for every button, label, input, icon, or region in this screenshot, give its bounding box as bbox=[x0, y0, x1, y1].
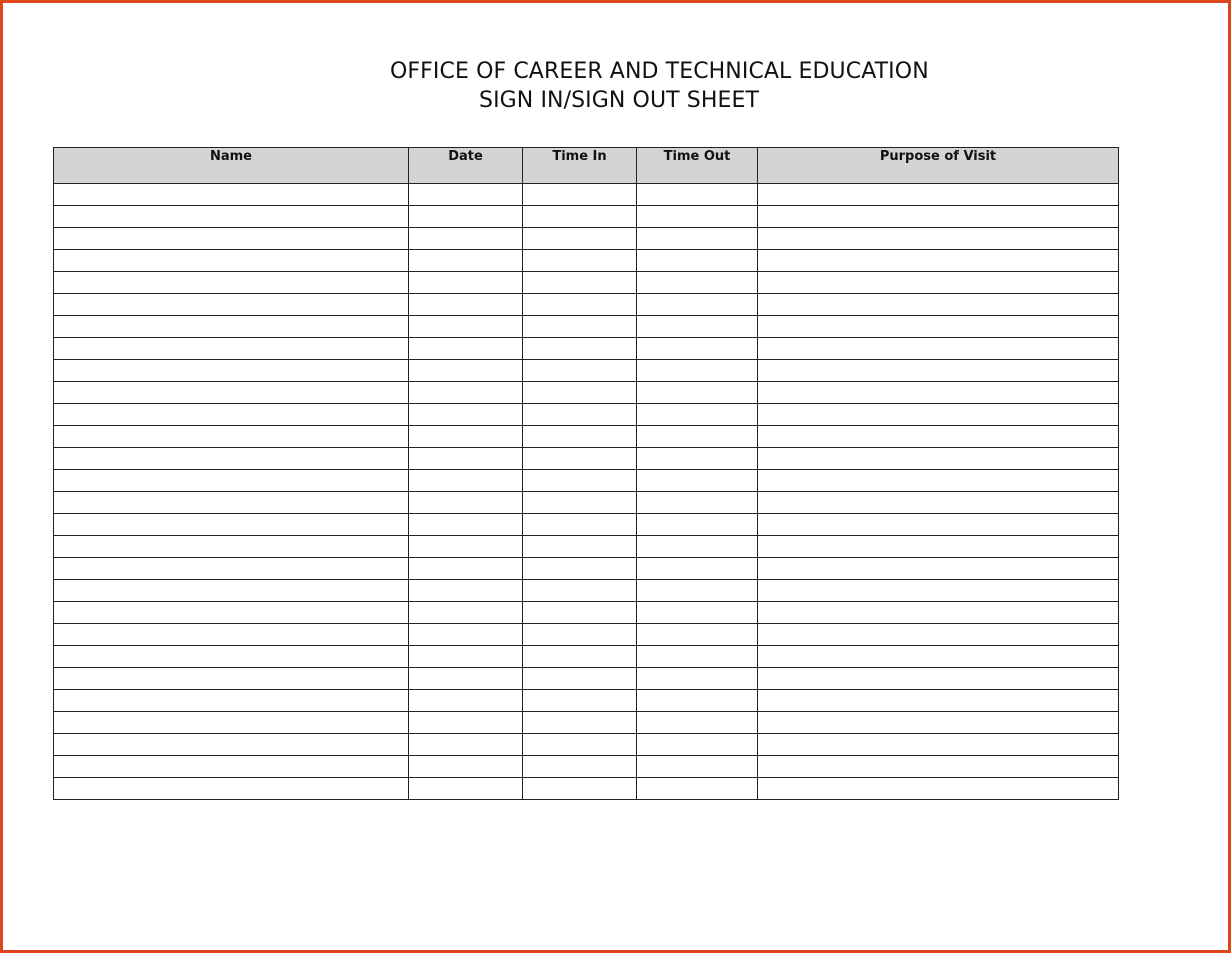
cell-purpose bbox=[758, 228, 1119, 250]
cell-name bbox=[54, 382, 409, 404]
cell-name bbox=[54, 756, 409, 778]
cell-time-in bbox=[523, 668, 637, 690]
cell-purpose bbox=[758, 734, 1119, 756]
cell-date bbox=[409, 624, 523, 646]
cell-time-in bbox=[523, 338, 637, 360]
title-sheet: SIGN IN/SIGN OUT SHEET bbox=[479, 88, 760, 113]
cell-purpose bbox=[758, 294, 1119, 316]
cell-date bbox=[409, 448, 523, 470]
cell-time-in bbox=[523, 580, 637, 602]
header-time-out: Time Out bbox=[637, 148, 758, 184]
cell-time-out bbox=[637, 360, 758, 382]
cell-name bbox=[54, 272, 409, 294]
cell-name bbox=[54, 448, 409, 470]
cell-date bbox=[409, 206, 523, 228]
cell-name bbox=[54, 602, 409, 624]
table-row bbox=[54, 668, 1119, 690]
cell-time-in bbox=[523, 206, 637, 228]
cell-name bbox=[54, 426, 409, 448]
cell-time-in bbox=[523, 250, 637, 272]
cell-purpose bbox=[758, 448, 1119, 470]
cell-date bbox=[409, 426, 523, 448]
cell-purpose bbox=[758, 360, 1119, 382]
cell-time-in bbox=[523, 734, 637, 756]
cell-time-out bbox=[637, 206, 758, 228]
cell-time-in bbox=[523, 756, 637, 778]
cell-date bbox=[409, 184, 523, 206]
cell-time-out bbox=[637, 536, 758, 558]
cell-time-out bbox=[637, 382, 758, 404]
cell-time-out bbox=[637, 558, 758, 580]
table-row bbox=[54, 756, 1119, 778]
cell-name bbox=[54, 250, 409, 272]
cell-name bbox=[54, 690, 409, 712]
cell-date bbox=[409, 338, 523, 360]
cell-time-in bbox=[523, 360, 637, 382]
cell-date bbox=[409, 294, 523, 316]
cell-time-in bbox=[523, 514, 637, 536]
cell-time-out bbox=[637, 492, 758, 514]
table-row bbox=[54, 778, 1119, 800]
cell-time-out bbox=[637, 404, 758, 426]
table-row bbox=[54, 382, 1119, 404]
cell-purpose bbox=[758, 272, 1119, 294]
cell-date bbox=[409, 734, 523, 756]
cell-time-out bbox=[637, 426, 758, 448]
cell-date bbox=[409, 470, 523, 492]
table-row bbox=[54, 360, 1119, 382]
table-row bbox=[54, 184, 1119, 206]
table-row bbox=[54, 624, 1119, 646]
sign-in-table bbox=[53, 147, 1119, 800]
cell-date bbox=[409, 316, 523, 338]
cell-purpose bbox=[758, 470, 1119, 492]
cell-purpose bbox=[758, 690, 1119, 712]
cell-time-out bbox=[637, 470, 758, 492]
table-row bbox=[54, 426, 1119, 448]
cell-name bbox=[54, 734, 409, 756]
cell-time-out bbox=[637, 272, 758, 294]
cell-purpose bbox=[758, 778, 1119, 800]
cell-time-in bbox=[523, 624, 637, 646]
cell-date bbox=[409, 646, 523, 668]
cell-time-in bbox=[523, 558, 637, 580]
cell-name bbox=[54, 558, 409, 580]
cell-time-out bbox=[637, 690, 758, 712]
cell-date bbox=[409, 514, 523, 536]
cell-time-out bbox=[637, 602, 758, 624]
cell-time-out bbox=[637, 250, 758, 272]
cell-time-in bbox=[523, 646, 637, 668]
table-row bbox=[54, 558, 1119, 580]
cell-time-out bbox=[637, 316, 758, 338]
cell-date bbox=[409, 360, 523, 382]
cell-name bbox=[54, 338, 409, 360]
cell-purpose bbox=[758, 756, 1119, 778]
cell-purpose bbox=[758, 668, 1119, 690]
cell-purpose bbox=[758, 536, 1119, 558]
cell-purpose bbox=[758, 624, 1119, 646]
cell-date bbox=[409, 580, 523, 602]
cell-time-out bbox=[637, 646, 758, 668]
cell-purpose bbox=[758, 558, 1119, 580]
header-date: Date bbox=[409, 148, 523, 184]
cell-name bbox=[54, 514, 409, 536]
cell-name bbox=[54, 624, 409, 646]
cell-time-in bbox=[523, 272, 637, 294]
cell-name bbox=[54, 228, 409, 250]
cell-name bbox=[54, 404, 409, 426]
cell-date bbox=[409, 712, 523, 734]
cell-date bbox=[409, 558, 523, 580]
title-office: OFFICE OF CAREER AND TECHNICAL EDUCATION bbox=[390, 59, 929, 84]
cell-name bbox=[54, 778, 409, 800]
header-time-in: Time In bbox=[523, 148, 637, 184]
cell-name bbox=[54, 294, 409, 316]
cell-date bbox=[409, 404, 523, 426]
cell-time-out bbox=[637, 448, 758, 470]
cell-time-out bbox=[637, 338, 758, 360]
cell-name bbox=[54, 580, 409, 602]
cell-time-in bbox=[523, 536, 637, 558]
cell-date bbox=[409, 382, 523, 404]
cell-time-in bbox=[523, 602, 637, 624]
cell-time-in bbox=[523, 448, 637, 470]
cell-time-out bbox=[637, 294, 758, 316]
table-row bbox=[54, 536, 1119, 558]
cell-date bbox=[409, 602, 523, 624]
cell-time-out bbox=[637, 580, 758, 602]
cell-purpose bbox=[758, 426, 1119, 448]
table-row bbox=[54, 294, 1119, 316]
cell-time-out bbox=[637, 756, 758, 778]
cell-time-in bbox=[523, 690, 637, 712]
cell-time-out bbox=[637, 734, 758, 756]
cell-date bbox=[409, 668, 523, 690]
table-row bbox=[54, 602, 1119, 624]
cell-date bbox=[409, 536, 523, 558]
table-row bbox=[54, 734, 1119, 756]
cell-purpose bbox=[758, 492, 1119, 514]
table-row bbox=[54, 272, 1119, 294]
header-purpose: Purpose of Visit bbox=[758, 148, 1119, 184]
cell-purpose bbox=[758, 184, 1119, 206]
table-row bbox=[54, 404, 1119, 426]
cell-date bbox=[409, 756, 523, 778]
table-row bbox=[54, 580, 1119, 602]
cell-time-in bbox=[523, 184, 637, 206]
cell-purpose bbox=[758, 206, 1119, 228]
cell-time-out bbox=[637, 514, 758, 536]
table-row bbox=[54, 206, 1119, 228]
cell-purpose bbox=[758, 580, 1119, 602]
cell-name bbox=[54, 184, 409, 206]
cell-date bbox=[409, 228, 523, 250]
cell-time-in bbox=[523, 492, 637, 514]
cell-name bbox=[54, 316, 409, 338]
table-row bbox=[54, 338, 1119, 360]
table-header-row bbox=[54, 148, 1119, 184]
cell-time-out bbox=[637, 778, 758, 800]
cell-purpose bbox=[758, 382, 1119, 404]
table-row bbox=[54, 712, 1119, 734]
table-row bbox=[54, 646, 1119, 668]
cell-time-in bbox=[523, 294, 637, 316]
cell-time-in bbox=[523, 228, 637, 250]
cell-date bbox=[409, 272, 523, 294]
cell-purpose bbox=[758, 646, 1119, 668]
table-row bbox=[54, 514, 1119, 536]
cell-purpose bbox=[758, 404, 1119, 426]
cell-time-in bbox=[523, 470, 637, 492]
cell-name bbox=[54, 360, 409, 382]
cell-time-out bbox=[637, 184, 758, 206]
table-body bbox=[54, 184, 1119, 800]
cell-purpose bbox=[758, 514, 1119, 536]
cell-name bbox=[54, 206, 409, 228]
cell-time-out bbox=[637, 228, 758, 250]
cell-purpose bbox=[758, 316, 1119, 338]
cell-name bbox=[54, 536, 409, 558]
cell-time-in bbox=[523, 404, 637, 426]
cell-time-in bbox=[523, 778, 637, 800]
cell-purpose bbox=[758, 602, 1119, 624]
cell-name bbox=[54, 646, 409, 668]
table-row bbox=[54, 448, 1119, 470]
cell-time-in bbox=[523, 316, 637, 338]
cell-name bbox=[54, 712, 409, 734]
table-row bbox=[54, 316, 1119, 338]
cell-purpose bbox=[758, 338, 1119, 360]
table-row bbox=[54, 690, 1119, 712]
cell-name bbox=[54, 492, 409, 514]
cell-date bbox=[409, 250, 523, 272]
table-row bbox=[54, 250, 1119, 272]
header-name: Name bbox=[54, 148, 409, 184]
cell-name bbox=[54, 470, 409, 492]
cell-time-out bbox=[637, 624, 758, 646]
cell-time-in bbox=[523, 382, 637, 404]
cell-time-in bbox=[523, 426, 637, 448]
cell-date bbox=[409, 492, 523, 514]
cell-time-out bbox=[637, 668, 758, 690]
cell-name bbox=[54, 668, 409, 690]
cell-time-in bbox=[523, 712, 637, 734]
table-row bbox=[54, 228, 1119, 250]
table-row bbox=[54, 492, 1119, 514]
cell-date bbox=[409, 690, 523, 712]
cell-time-out bbox=[637, 712, 758, 734]
cell-purpose bbox=[758, 250, 1119, 272]
cell-date bbox=[409, 778, 523, 800]
cell-purpose bbox=[758, 712, 1119, 734]
table-row bbox=[54, 470, 1119, 492]
